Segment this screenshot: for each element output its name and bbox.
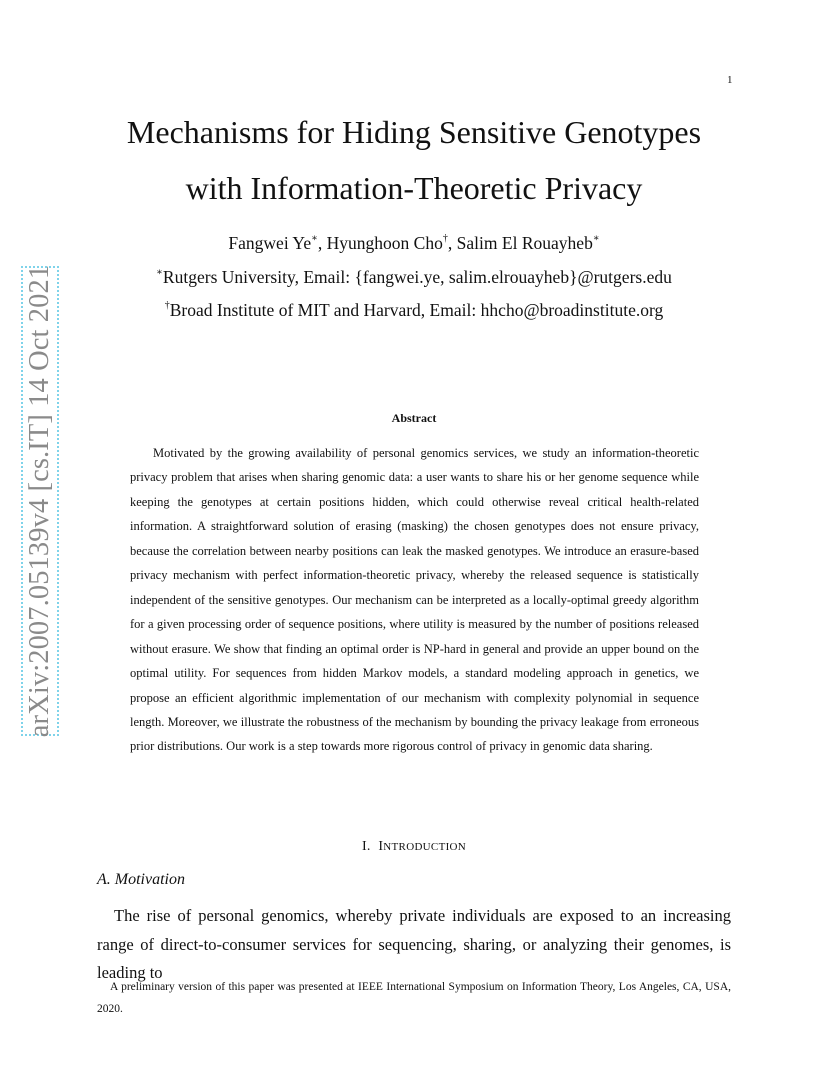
affiliation-rutgers: ∗Rutgers University, Email: {fangwei.ye, salim.elrouayheb}@rutgers.edu (156, 267, 672, 287)
abstract-body: Motivated by the growing availability of personal genomics services, we study an information-theoretic privacy problem that arises when sharing genomic data: a user wants to share his or her genome sequence while keeping the genotypes at certain positions hidden, which could otherwise reveal critical health-related information. A straightforward solution of erasing (masking) the chosen genotypes does not ensure privacy, because the correlation between nearby positions can leak the masked genotypes. We introduce an erasure-based privacy mechanism with perfect information-theoretic privacy, whereby the released sequence is statistically independent of the sensitive genotypes. Our mechanism can be interpreted as a locally-optimal greedy algorithm for a given processing order of sequence positions, where utility is measured by the number of positions released without erasure. We show that finding an optimal order is NP-hard in general and provide an upper bound on the optimal utility. For sequences from hidden Markov models, a standard modeling approach in genetics, we propose an efficient algorithmic implementation of our mechanism with complexity polynomial in sequence length. Moreover, we illustrate the robustness of the mechanism by bounding the privacy leakage from erroneous prior distributions. Our work is a step towards more rigorous control of privacy in genomic data sharing. (130, 446, 699, 754)
page-number: 1 (727, 74, 733, 86)
author-names: Fangwei Ye∗, Hyunghoon Cho†, Salim El Rouayheb∗ (228, 233, 600, 253)
abstract-heading: Abstract (391, 411, 437, 425)
section-number: I. (361, 839, 371, 854)
footnote: A preliminary version of this paper was presented at IEEE International Symposium on Information Theory, Los Angeles, CA, USA, 2020. (97, 981, 731, 1015)
introduction-paragraph: The rise of personal genomics, whereby private individuals are exposed to an increasing range of direct-to-consumer services for sequencing, sharing, or analyzing their genomes, is leading to (97, 906, 731, 982)
affiliation-broad: †Broad Institute of MIT and Harvard, Email: hhcho@broadinstitute.org (164, 300, 664, 320)
section-heading-introduction (0, 839, 828, 855)
subsection-heading-motivation: A. Motivation (97, 871, 185, 888)
paper-title-line-2: with Information-Theoretic Privacy (185, 170, 643, 206)
paper-title-line-1: Mechanisms for Hiding Sensitive Genotypes (126, 114, 702, 150)
arxiv-identifier-stamp: arXiv:2007.05139v4 [cs.IT] 14 Oct 2021 (21, 266, 59, 736)
section-title: INTRODUCTION (378, 839, 467, 854)
